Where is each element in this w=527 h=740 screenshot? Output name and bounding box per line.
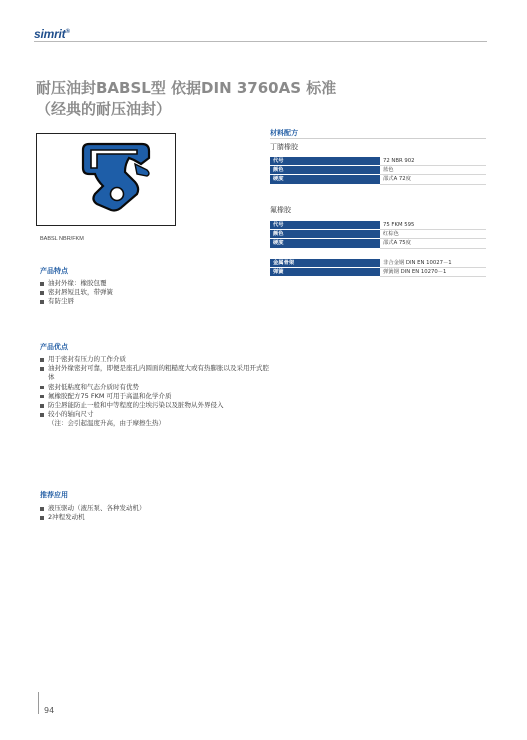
spec-value: 弹簧钢 DIN EN 10270－1: [380, 268, 486, 277]
dust-lip: [135, 164, 149, 176]
page-title: [36, 78, 476, 120]
title-line-2: （经典的耐压油封）: [36, 100, 172, 118]
spec-value: 非合金钢 DIN EN 10027－1: [380, 259, 486, 268]
table-row: [270, 157, 486, 166]
seal-cross-section-figure: [36, 133, 176, 226]
spec-key: 代号: [270, 221, 380, 230]
header-divider: [34, 41, 487, 42]
spec-value: 邵式A 75度: [380, 239, 486, 248]
table-row: [270, 221, 486, 230]
table-row: [270, 268, 486, 277]
materials-heading: 材料配方: [270, 129, 298, 137]
spec-key: 代号: [270, 157, 380, 166]
brand-logo: simrit®: [34, 27, 70, 41]
spec-key: 硬度: [270, 175, 380, 184]
list-item: 氟橡胶配方75 FKM 可用于高温和化学介质: [40, 392, 270, 401]
fkm-spec-table: [270, 221, 486, 249]
spec-value: 75 FKM 595: [380, 221, 486, 230]
spec-key: 颜色: [270, 230, 380, 239]
spec-key: 硬度: [270, 239, 380, 248]
list-item: 密封低粘度和气态介质时有优势: [40, 383, 270, 392]
list-item: 用于密封有压力的工作介质: [40, 355, 270, 364]
advantages-note: （注：会引起温度升高，由于摩擦生热）: [48, 419, 165, 428]
title-line-1: 耐压油封BABSL型 依据DIN 3760AS 标准: [36, 79, 337, 97]
advantages-list: [40, 355, 270, 429]
table-row: [270, 230, 486, 239]
seal-drawing: [37, 134, 175, 225]
spec-key: 颜色: [270, 166, 380, 175]
spec-value: 蓝色: [380, 166, 486, 175]
spring-coil: [111, 188, 124, 201]
nbr-title: 丁腈橡胶: [270, 143, 298, 151]
list-item: 液压驱动（液压泵、各种发动机）: [40, 504, 270, 513]
spec-key: 金属骨架: [270, 259, 380, 268]
list-item: 油封外缘：橡胶包覆: [40, 279, 270, 288]
list-item: 密封唇短且软，带弹簧: [40, 288, 270, 297]
spec-key: 弹簧: [270, 268, 380, 277]
features-heading: 产品特点: [40, 267, 68, 275]
table-row: [270, 239, 486, 248]
table-row: [270, 259, 486, 268]
materials-divider: [270, 138, 486, 139]
metal-spec-table: [270, 259, 486, 277]
fkm-title: 氟橡胶: [270, 206, 291, 214]
applications-heading: 推荐应用: [40, 491, 68, 499]
list-item: 防尘唇能防止一般和中等程度的尘埃污染以及脏物从外界侵入: [40, 401, 270, 410]
list-item: 油封外缘密封可靠，即便是座孔内圆面的粗糙度大或有热膨胀以及采用开式腔体: [40, 364, 270, 382]
page-number: 94: [44, 706, 55, 715]
footer-divider: [38, 692, 39, 714]
figure-caption: BABSL NBR/FKM: [40, 236, 84, 242]
applications-list: [40, 504, 270, 522]
features-list: [40, 279, 270, 307]
list-item: 较小的轴向尺寸: [40, 410, 270, 419]
nbr-spec-table: [270, 157, 486, 185]
spec-value: 邵式A 72度: [380, 175, 486, 184]
advantages-heading: 产品优点: [40, 343, 68, 351]
list-item: 有防尘唇: [40, 297, 270, 306]
list-item: 2冲程发动机: [40, 513, 270, 522]
spec-value: 红棕色: [380, 230, 486, 239]
table-row: [270, 166, 486, 175]
spec-value: 72 NBR 902: [380, 157, 486, 166]
table-row: [270, 175, 486, 184]
